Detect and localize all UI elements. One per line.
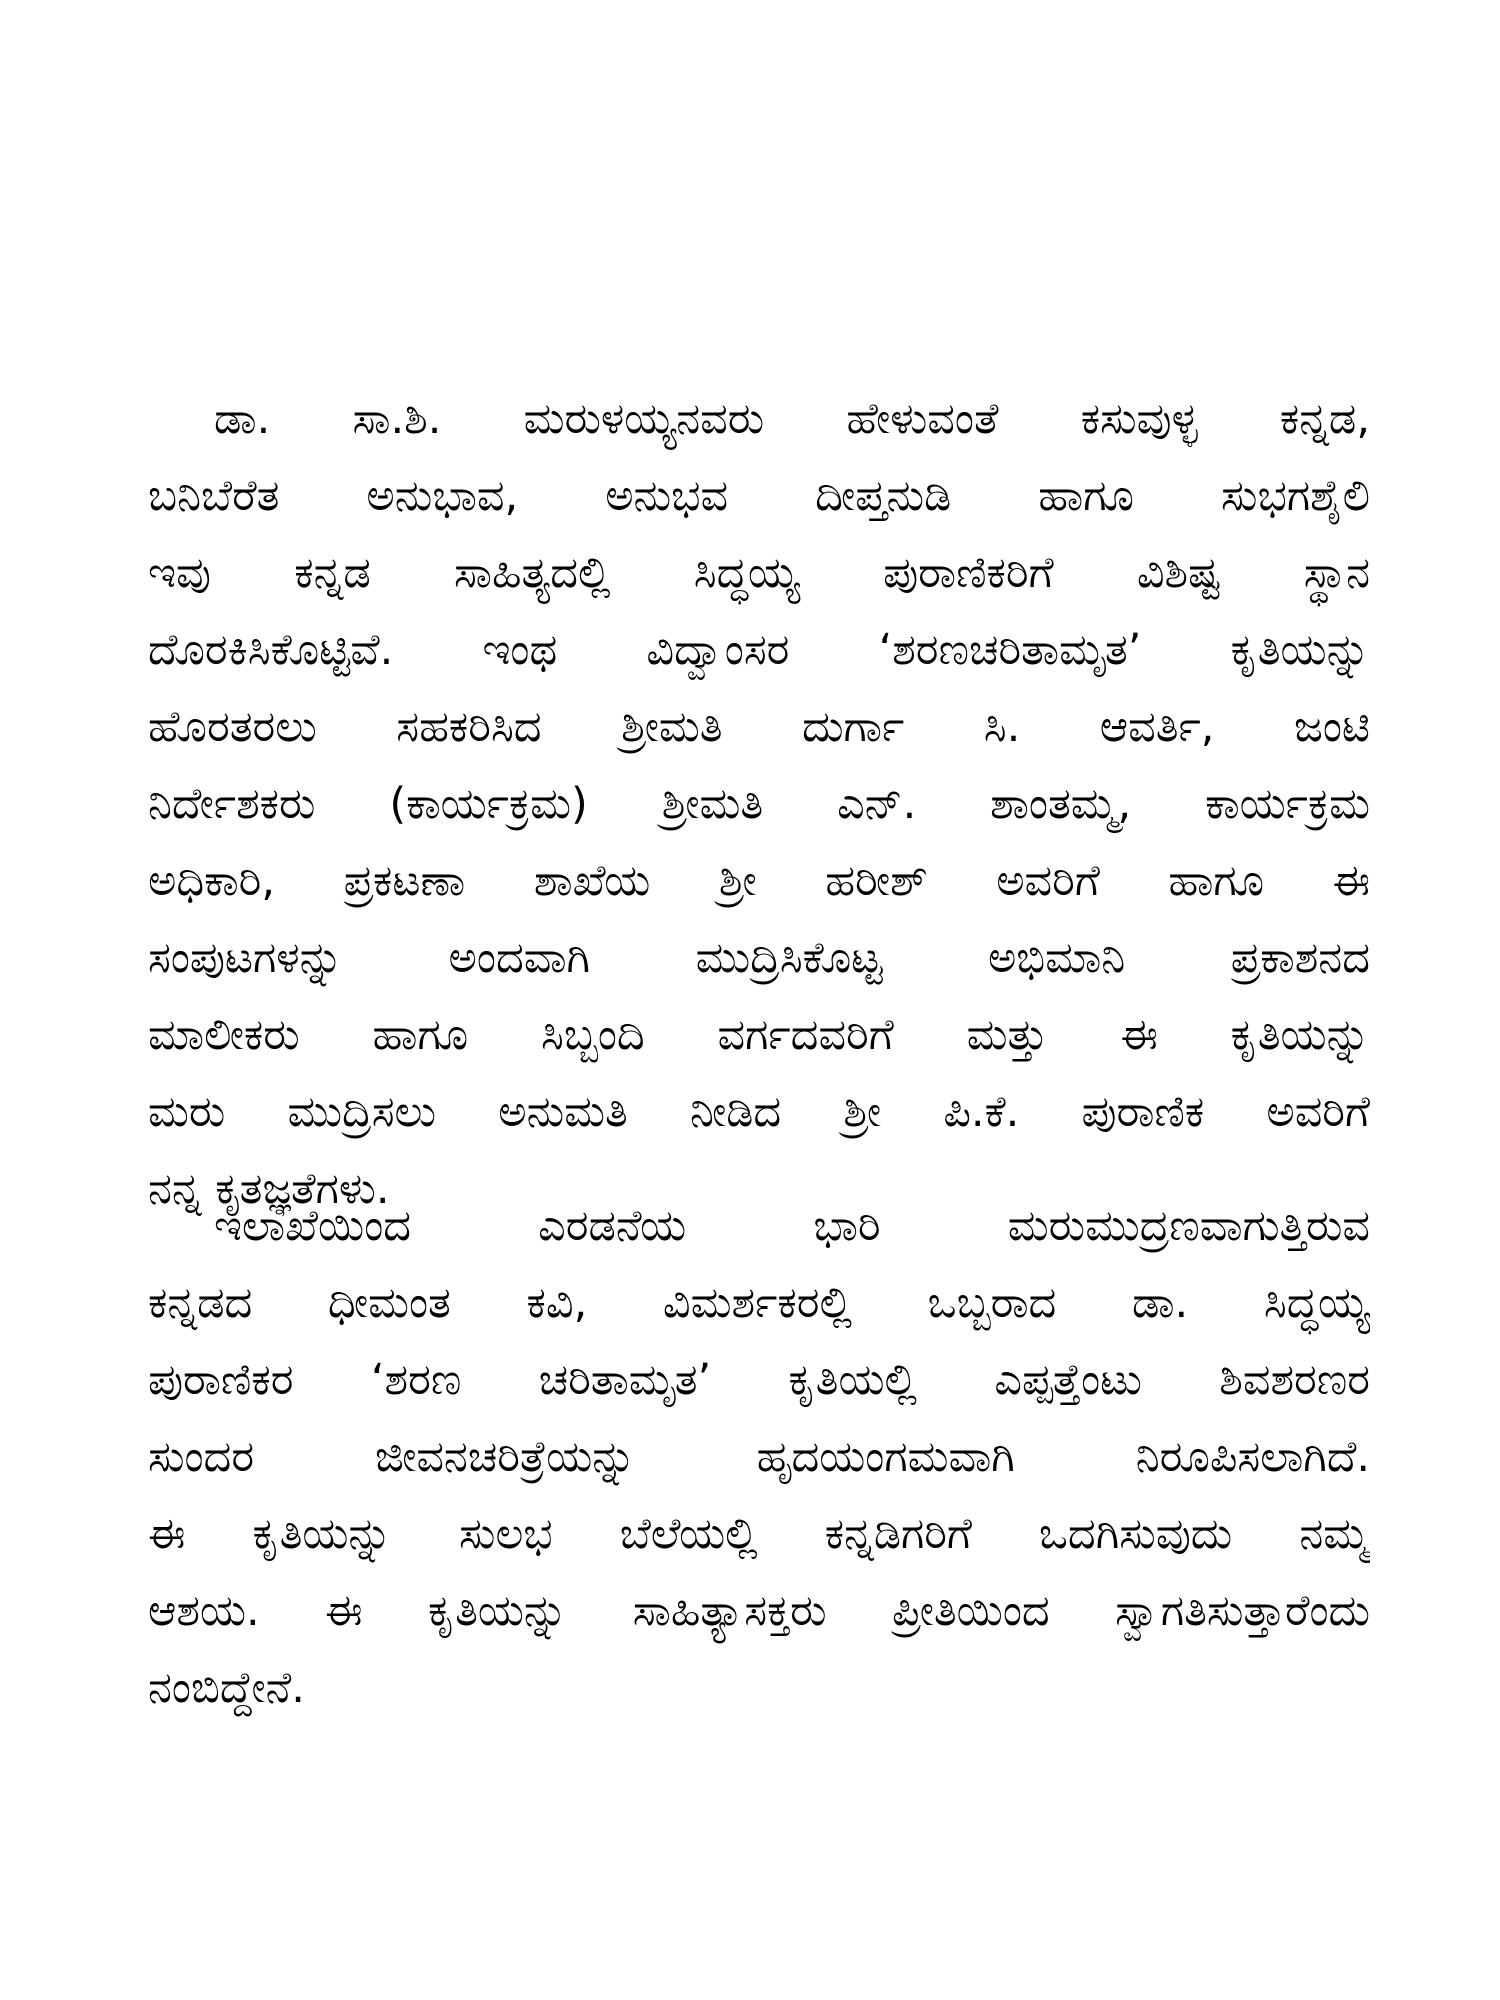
text-line: ಹೊರತರಲು ಸಹಕರಿಸಿದ ಶ್ರೀಮತಿ ದುರ್ಗಾ ಸಿ. ಆವರ್ತಿ, ಜಂಟಿ bbox=[148, 702, 1370, 752]
text-line: ಸುಂದರ ಜೀವನಚರಿತ್ರೆಯನ್ನು ಹೃದಯಂಗಮವಾಗಿ ನಿರೂಪಿಸಲಾಗಿದೆ. bbox=[148, 1432, 1370, 1482]
text-line: ದೊರಕಿಸಿಕೊಟ್ಟಿವೆ. ಇಂಥ ವಿದ್ವಾಂಸರ ‘ಶರಣಚರಿತಾಮೃತ’ ಕೃತಿಯನ್ನು bbox=[148, 625, 1370, 675]
text-line: ನಂಬಿದ್ದೇನೆ. bbox=[148, 1663, 305, 1713]
text-line: ಮರು ಮುದ್ರಿಸಲು ಅನುಮತಿ ನೀಡಿದ ಶ್ರೀ ಪಿ.ಕೆ. ಪುರಾಣಿಕ ಅವರಿಗೆ bbox=[148, 1087, 1370, 1137]
text-line: ಡಾ. ಸಾ.ಶಿ. ಮರುಳಯ್ಯನವರು ಹೇಳುವಂತೆ ಕಸುವುಳ್ಳ ಕನ್ನಡ, bbox=[214, 394, 1370, 444]
text-line: ಇಲಾಖೆಯಿಂದ ಎರಡನೆಯ ಭಾರಿ ಮರುಮುದ್ರಣವಾಗುತ್ತಿರುವ bbox=[214, 1201, 1370, 1251]
text-line: ನನ್ನ ಕೃತಜ್ಞತೆಗಳು. bbox=[148, 1164, 390, 1214]
text-line: ಕನ್ನಡದ ಧೀಮಂತ ಕವಿ, ವಿಮರ್ಶಕರಲ್ಲಿ ಒಬ್ಬರಾದ ಡಾ. ಸಿದ್ಧಯ್ಯ bbox=[148, 1278, 1370, 1328]
text-line: ಇವು ಕನ್ನಡ ಸಾಹಿತ್ಯದಲ್ಲಿ ಸಿದ್ಧಯ್ಯ ಪುರಾಣಿಕರಿಗೆ ವಿಶಿಷ್ಟ ಸ್ಥಾನ bbox=[148, 548, 1370, 598]
paragraph-acknowledgement bbox=[148, 381, 1370, 1228]
text-line: ಆಶಯ. ಈ ಕೃತಿಯನ್ನು ಸಾಹಿತ್ಯಾಸಕ್ತರು ಪ್ರೀತಿಯಿಂದ ಸ್ವಾಗತಿಸುತ್ತಾರೆಂದು bbox=[148, 1586, 1370, 1636]
text-line: ಪುರಾಣಿಕರ ‘ಶರಣ ಚರಿತಾಮೃತ’ ಕೃತಿಯಲ್ಲಿ ಎಪ್ಪತ್ತೆಂಟು ಶಿವಶರಣರ bbox=[148, 1355, 1370, 1405]
text-line: ಮಾಲೀಕರು ಹಾಗೂ ಸಿಬ್ಬಂದಿ ವರ್ಗದವರಿಗೆ ಮತ್ತು ಈ ಕೃತಿಯನ್ನು bbox=[148, 1010, 1370, 1060]
text-line: ಸಂಪುಟಗಳನ್ನು ಅಂದವಾಗಿ ಮುದ್ರಿಸಿಕೊಟ್ಟ ಅಭಿಮಾನಿ ಪ್ರಕಾಶನದ bbox=[148, 933, 1370, 983]
text-line: ಬನಿಬೆರೆತ ಅನುಭಾವ, ಅನುಭವ ದೀಪ್ತನುಡಿ ಹಾಗೂ ಸುಭಗಶೈಲಿ bbox=[148, 471, 1370, 521]
paragraph-reprint-note bbox=[148, 1188, 1370, 1727]
text-line: ಅಧಿಕಾರಿ, ಪ್ರಕಟಣಾ ಶಾಖೆಯ ಶ್ರೀ ಹರೀಶ್ ಅವರಿಗೆ ಹಾಗೂ ಈ bbox=[148, 856, 1370, 906]
text-line: ಈ ಕೃತಿಯನ್ನು ಸುಲಭ ಬೆಲೆಯಲ್ಲಿ ಕನ್ನಡಿಗರಿಗೆ ಒದಗಿಸುವುದು ನಮ್ಮ bbox=[148, 1509, 1370, 1559]
text-line: ನಿರ್ದೇಶಕರು (ಕಾರ್ಯಕ್ರಮ) ಶ್ರೀಮತಿ ಎನ್. ಶಾಂತಮ್ಮ, ಕಾರ್ಯಕ್ರಮ bbox=[148, 779, 1370, 829]
